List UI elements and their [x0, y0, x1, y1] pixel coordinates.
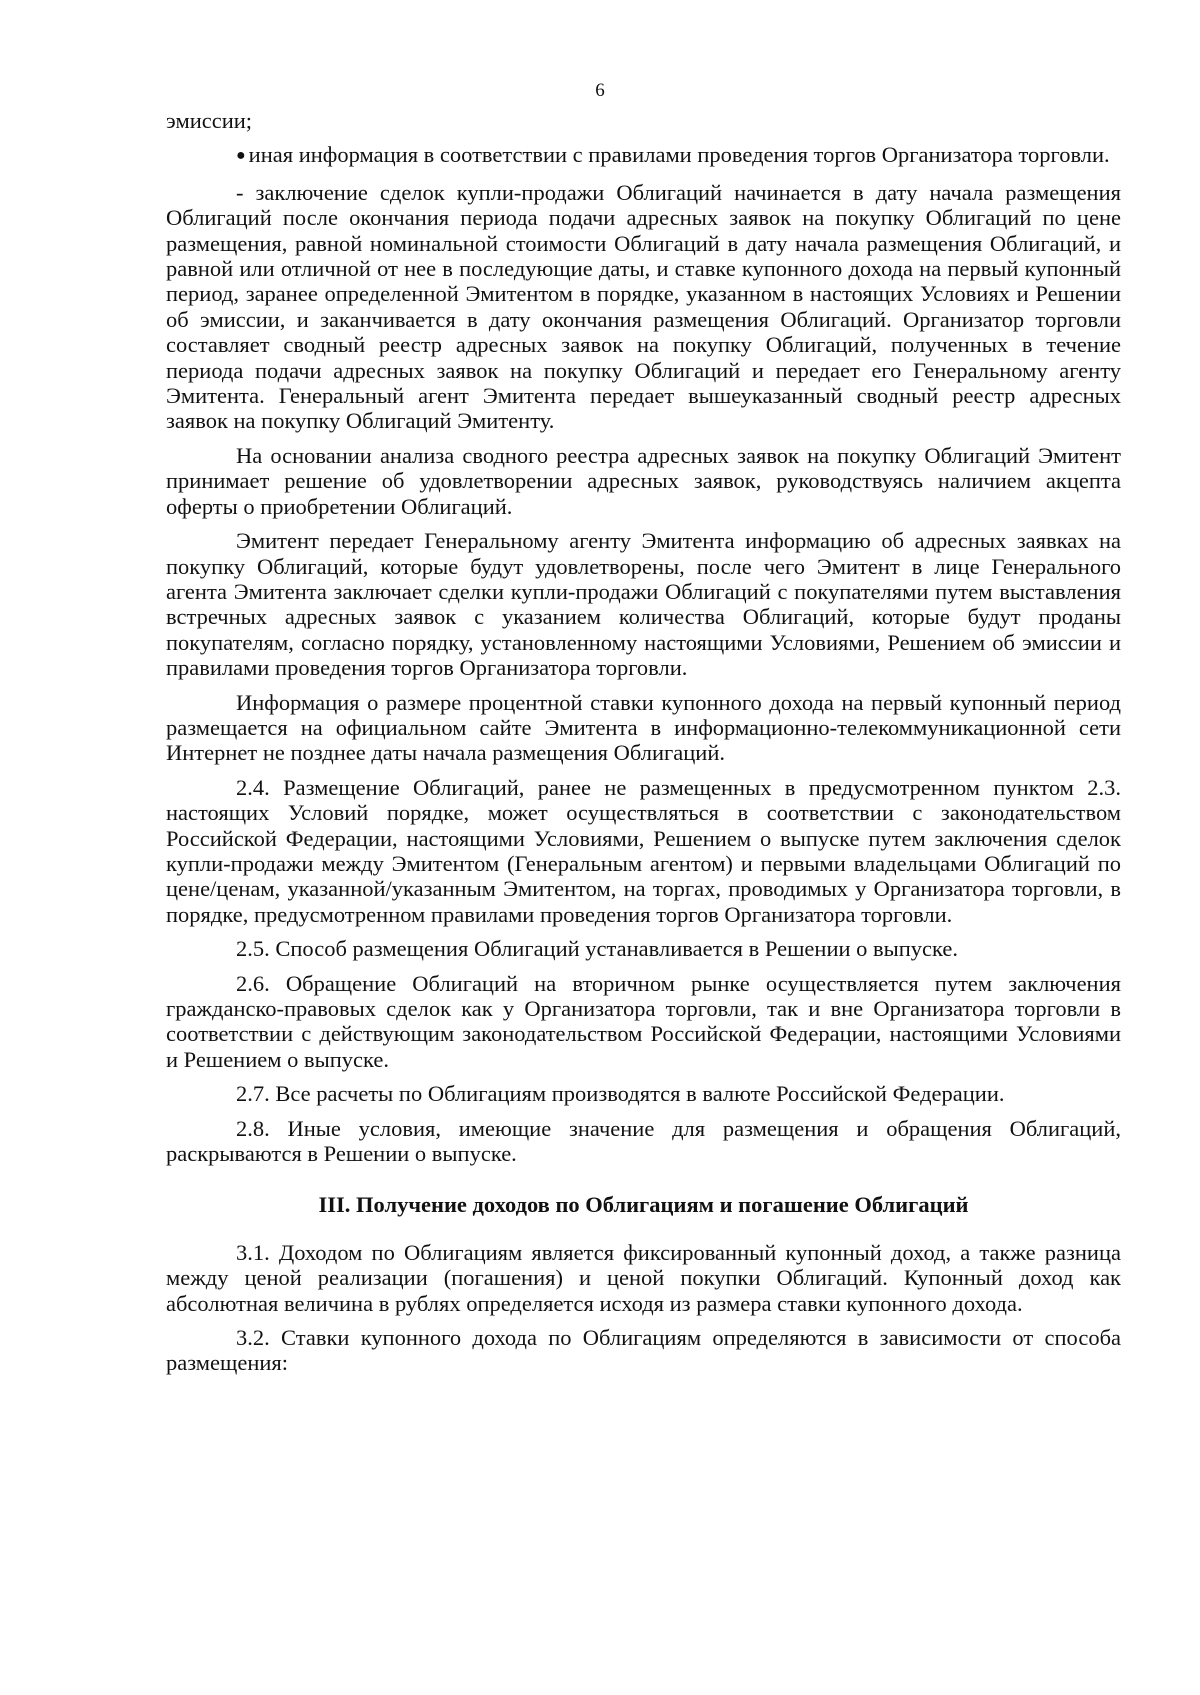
bullet-item-text: иная информация в соответствии с правилами проведения торгов Организатора торговли. — [248, 142, 1110, 168]
paragraph-register-analysis: На основании анализа сводного реестра адресных заявок на покупку Облигаций Эмитент принимает решение об удовлетворении адресных заявок, руководствуясь наличием акцепта оферты о приобретении Облигаций. — [166, 442, 1121, 519]
paragraph-agent-information: Эмитент передает Генеральному агенту Эмитента информацию об адресных заявках на покупку Облигаций, которые будут удовлетворены, после чего Эмитент в лице Генерального агента Эмитента заключает сделки купли-продажи Облигаций с покупателями путем выставления встречных адресных заявок с указанием количества Облигаций, которые будут проданы покупателям, согласно порядку, установленному настоящими Условиями, Решением об эмиссии и правилами проведения торгов Организатора торговли. — [166, 528, 1121, 681]
paragraph-emission-end: эмиссии; — [166, 108, 253, 133]
bullet-item-other-info — [166, 142, 1121, 170]
bullet-icon: ● — [236, 147, 246, 165]
paragraph-clause-2-8: 2.8. Иные условия, имеющие значение для размещения и обращения Облигаций, раскрываются в Решении о выпуске. — [166, 1115, 1121, 1167]
paragraph-deal-conclusion: - заключение сделок купли-продажи Облигаций начинается в дату начала размещения Облигаций после окончания периода подачи адресных заявок на покупку Облигаций по цене размещения, равной номинальной стоимости Облигаций в дату начала размещения Облигаций, и равной или отличной от нее в последующие даты, и ставке купонного дохода на первый купонный период, заранее определенной Эмитентом в порядке, указанном в настоящих Условиях и Решении об эмиссии, и заканчивается в дату окончания размещения Облигаций. Организатор торговли составляет сводный реестр адресных заявок на покупку Облигаций, полученных в течение периода подачи адресных заявок на покупку Облигаций и передает его Генеральному агенту Эмитента. Генеральный агент Эмитента передает вышеуказанный сводный реестр адресных заявок на покупку Облигаций Эмитенту. — [166, 179, 1121, 434]
paragraph-coupon-rate-info: Информация о размере процентной ставки купонного дохода на первый купонный период размещается на официальном сайте Эмитента в информационно-телекоммуникационной сети Интернет не позднее даты начала размещения Облигаций. — [166, 689, 1121, 766]
paragraph-clause-3-1: 3.1. Доходом по Облигациям является фиксированный купонный доход, а также разница между ценой реализации (погашения) и ценой покупки Облигаций. Купонный доход как абсолютная величина в рублях определяется исходя из размера ставки купонного дохода. — [166, 1239, 1121, 1316]
paragraph-clause-3-2: 3.2. Ставки купонного дохода по Облигациям определяются в зависимости от способа размещения: — [166, 1325, 1121, 1376]
paragraph-clause-2-4: 2.4. Размещение Облигаций, ранее не размещенных в предусмотренном пунктом 2.3. настоящих Условий порядке, может осуществляться в соответствии с законодательством Российской Федерации, настоящими Условиями, Решением о выпуске путем заключения сделок купли-продажи между Эмитентом (Генеральным агентом) и первыми владельцами Облигаций по цене/ценам, указанной/указанным Эмитентом, на торгах, проводимых у Организатора торговли, в порядке, предусмотренном правилами проведения торгов Организатора торговли. — [166, 774, 1121, 927]
paragraph-clause-2-5: 2.5. Способ размещения Облигаций устанавливается в Решении о выпуске. — [236, 936, 959, 962]
paragraph-clause-2-7: 2.7. Все расчеты по Облигациям производятся в валюте Российской Федерации. — [236, 1081, 1005, 1107]
section-heading-iii: III. Получение доходов по Облигациям и погашение Облигаций — [318, 1192, 969, 1218]
page-number: 6 — [595, 80, 605, 101]
paragraph-clause-2-6: 2.6. Обращение Облигаций на вторичном рынке осуществляется путем заключения гражданско-правовых сделок как у Организатора торговли, так и вне Организатора торговли в соответствии с действующим законодательством Российской Федерации, настоящими Условиями и Решением о выпуске. — [166, 970, 1121, 1072]
document-body — [166, 108, 1121, 1376]
